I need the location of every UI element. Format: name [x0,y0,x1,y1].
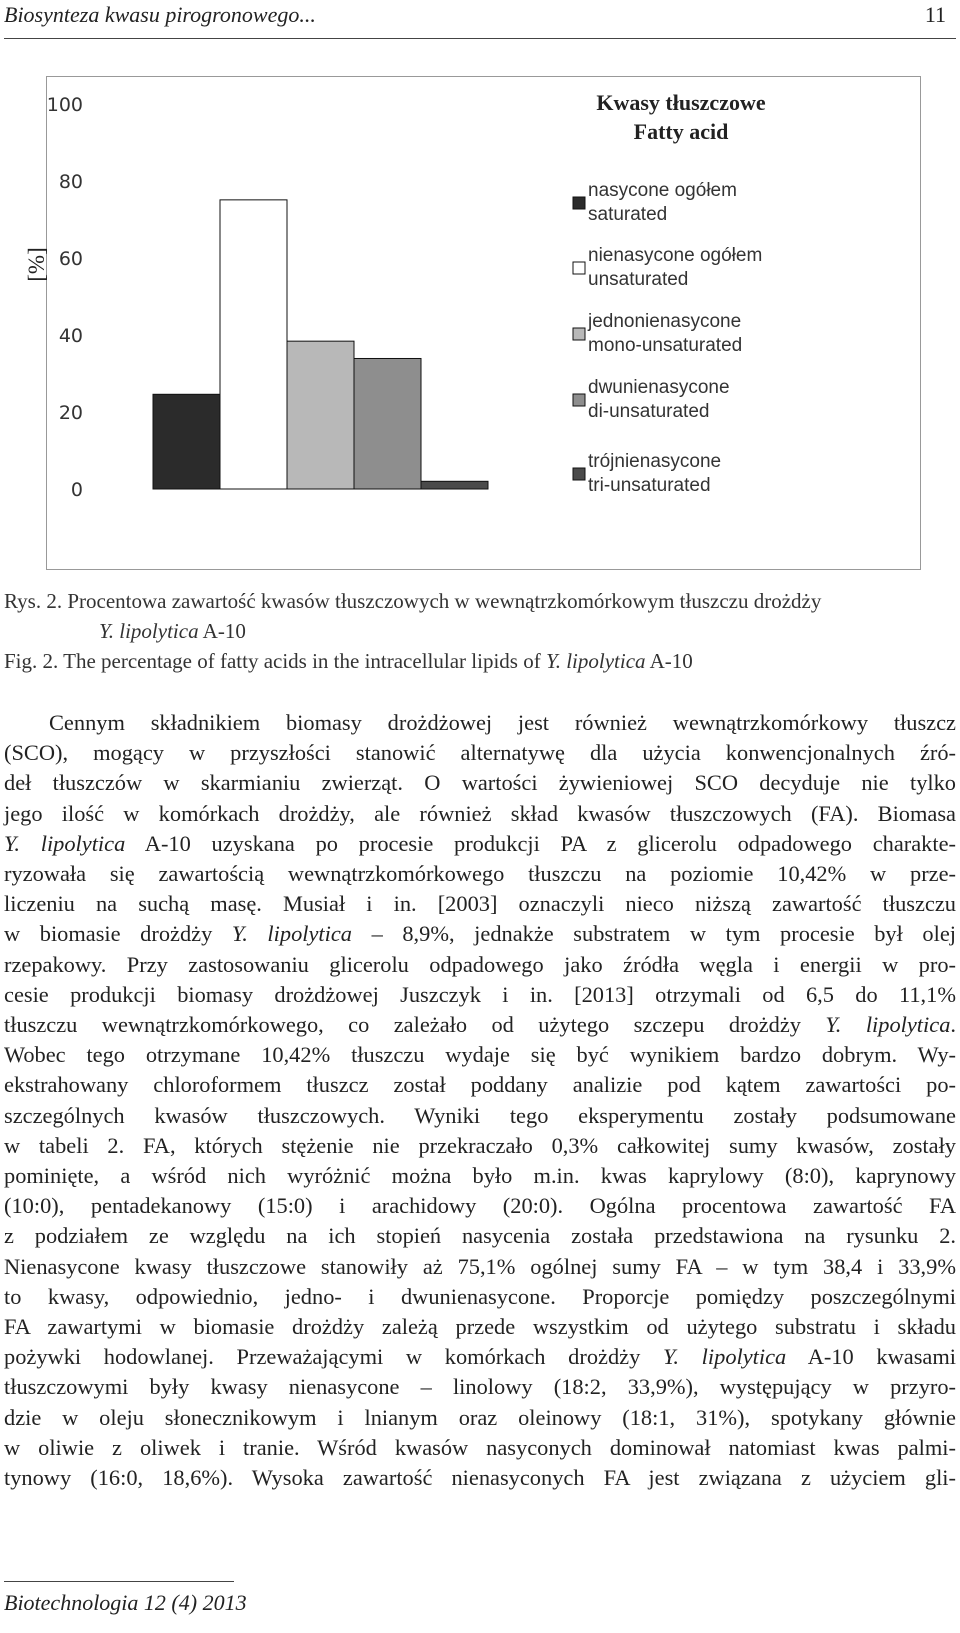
body-text-span: pożywki hodowlanej. Przeważającymi w komórkach drożdży [4,1344,663,1370]
caption-pl-species-line [4,616,954,646]
legend-label-pl: nienasycone ogółem [588,245,763,266]
legend-label-en: di-unsaturated [588,401,710,422]
caption-pl-species: Y. lipolytica [99,619,199,643]
bar-saturated [153,394,220,489]
header-rule [4,38,956,39]
chart-subtitle: Fatty acid [633,119,729,144]
bar-mono [287,341,354,489]
body-line: dzie w oleju słonecznikowym i lnianym oraz oleinowy (18:1, 31%), spotykany głównie [4,1404,956,1430]
caption-pl-strain: A-10 [198,619,246,643]
figure-caption [4,586,954,676]
bar-di [354,358,421,489]
body-text-span: – 8,9%, jednakże substratem w tym procesie był olej [352,921,956,947]
caption-en-strain: A-10 [645,649,693,673]
body-line: jego ilość w komórkach drożdży, ale również skład kwasów tłuszczowych (FA). Biomasa [4,800,956,826]
y-axis-label: [%] [24,247,49,282]
body-line: cesie produkcji biomasy drożdżowej Juszczyk i in. [2013] otrzymali od 6,5 do 11,1% [4,981,956,1007]
figure-chart [24,76,921,570]
legend-swatch-saturated [573,197,585,209]
bar-unsaturated [220,200,287,489]
y-tick-label: 40 [58,325,83,347]
body-line: FA zawartymi w biomasie drożdży zależą przede wszystkim od użytego substratu i składu [4,1314,956,1340]
footer-rule [4,1581,234,1582]
legend-swatch-tri [573,468,585,480]
y-tick-label: 100 [46,94,83,116]
body-line: w tabeli 2. FA, których stężenie nie przekraczało 0,3% całkowitej sumy kwasów, zostały [4,1132,956,1158]
body-line: pominięte, a wśród nich wyróżnić można było m.in. kwas kaprylowy (8:0), kaprynowy [4,1163,956,1189]
y-tick-label: 20 [58,402,83,424]
species-name: Y. lipolytica [825,1012,951,1038]
fatty-acid-bar-chart [24,77,920,569]
body-line: to kwasy, odpowiednio, jedno- i dwunienasycone. Proporcje pomiędzy poszczególnymi [4,1283,956,1309]
caption-pl-text: Rys. 2. Procentowa zawartość kwasów tłuszczowych w wewnątrzkomórkowym tłuszczu drożdży [4,589,822,613]
body-line [4,919,956,949]
body-line: ekstrahowany chloroformem tłuszcz został poddany analizie pod kątem zawartości po- [4,1072,956,1098]
body-line [4,1010,956,1040]
y-tick-label: 80 [58,171,83,193]
species-name: Y. lipolytica [663,1344,787,1370]
journal-footer: Biotechnologia 12 (4) 2013 [4,1590,247,1615]
body-text-span: A-10 kwasami [786,1344,956,1370]
body-line: (SCO), mogący w przyszłości stanowić alternatywę dla użycia konwencjonalnych źró- [4,740,956,766]
running-title: Biosynteza kwasu pirogronowego... [4,2,316,27]
body-line: Wobec tego otrzymane 10,42% tłuszczu wydaje się być wynikiem bardzo dobrym. Wy- [4,1042,956,1068]
body-line: Nienasycone kwasy tłuszczowe stanowiły aż 75,1% ogólnej sumy FA – w tym 38,4 i 33,9% [4,1253,956,1279]
species-name: Y. lipolytica [4,830,126,856]
body-line [4,829,956,859]
body-line: z podziałem ze względu na ich stopień nasycenia została przedstawiona na rysunku 2. [4,1223,956,1249]
y-tick-label: 60 [58,248,83,270]
body-line [4,1342,956,1372]
legend-swatch-di [573,394,585,406]
legend-swatch-mono [573,328,585,340]
caption-en-text: Fig. 2. The percentage of fatty acids in the intracellular lipids of [4,649,546,673]
legend-label-pl: jednonienasycone [588,311,742,332]
body-line: deł tłuszczów w skarmianiu zwierząt. O wartości żywieniowej SCO decyduje nie tylko [4,770,956,796]
caption-en-species: Y. lipolytica [545,649,646,673]
body-line: liczeniu na suchą masę. Musiał i in. [2003] oznaczyli nieco niższą zawartość tłuszczu [4,891,956,917]
caption-pl-line [4,586,954,616]
caption-en-line [4,646,954,676]
legend-swatch-unsaturated [573,262,585,274]
body-text-span: A-10 uzyskana po procesie produkcji PA z glicerolu odpadowego charakte- [125,830,956,856]
body-line: tynowy (16:0, 18,6%). Wysoka zawartość nienasyconych FA jest związana z użyciem gli- [4,1465,956,1491]
species-name: Y. lipolytica [231,921,352,947]
body-line: w oliwie z oliwek i tranie. Wśród kwasów nasyconych dominował natomiast kwas palmi- [4,1434,956,1460]
body-text-span: w biomasie drożdży [4,921,232,947]
legend-label-pl: nasycone ogółem [588,180,737,201]
legend-label-pl: dwunienasycone [588,377,730,398]
bar-tri [421,481,488,489]
body-line: rzepakowy. Przy zastosowaniu glicerolu odpadowego jako źródła węgla i energii w pro- [4,951,956,977]
legend-label-en: unsaturated [588,269,689,290]
legend-label-en: mono-unsaturated [588,335,743,356]
chart-title: Kwasy tłuszczowe [596,90,766,115]
body-text-span: . [950,1012,956,1038]
body-line: ryzowała się zawartością wewnątrzkomórkowego tłuszczu na poziomie 10,42% w prze- [4,861,956,887]
page-number: 11 [924,2,946,27]
body-line: Cennym składnikiem biomasy drożdżowej jest również wewnątrzkomórkowy tłuszcz [49,710,956,735]
body-line: (10:0), pentadekanowy (15:0) i arachidowy (20:0). Ogólna procentowa zawartość FA [4,1193,956,1219]
body-text-span: tłuszczu wewnątrzkomórkowego, co zależało od użytego szczepu drożdży [4,1012,826,1038]
body-paragraph [4,708,956,1493]
legend-label-en: saturated [588,204,668,225]
y-tick-label: 0 [70,479,83,501]
body-line: tłuszczowymi były kwasy nienasycone – linolowy (18:2, 33,9%), występujący w przyro- [4,1374,956,1400]
legend-label-en: tri-unsaturated [588,475,711,496]
legend-label-pl: trójnienasycone [588,451,722,472]
body-line: szczególnych kwasów tłuszczowych. Wyniki tego eksperymentu zostały podsumowane [4,1102,956,1128]
